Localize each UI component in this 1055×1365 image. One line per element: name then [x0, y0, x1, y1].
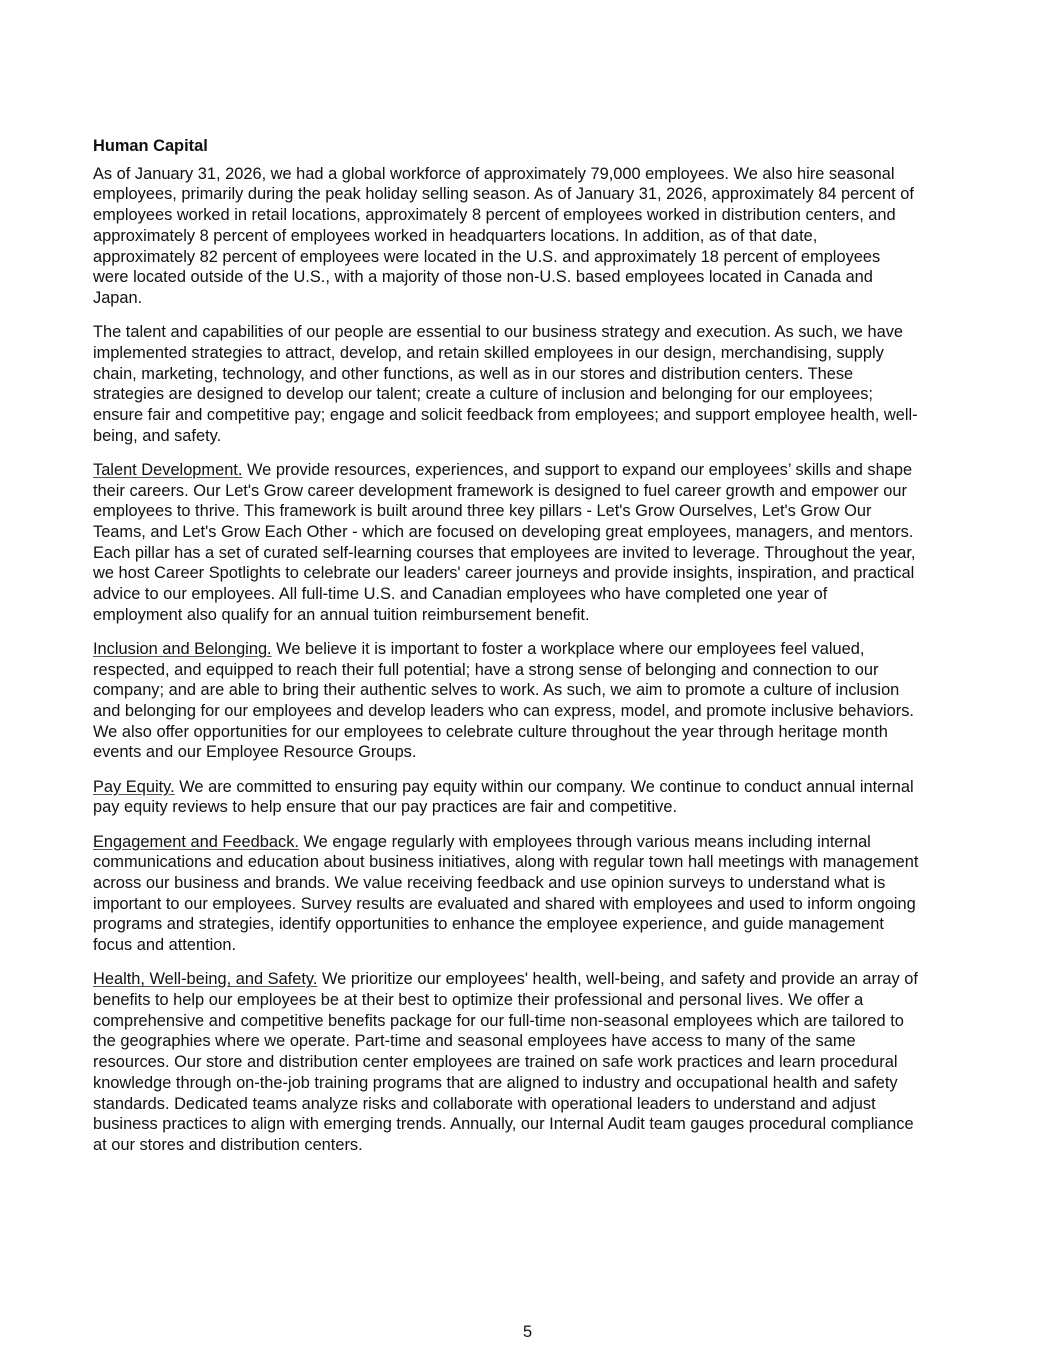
text-line: employees to thrive. This framework is built around three key pillars - Let's Grow Ourselves, Let's Grow Our: [93, 502, 872, 521]
text-line: [93, 460, 973, 481]
text-line: and belonging for our employees and develop leaders who can express, model, and promote inclusive behaviors.: [93, 702, 914, 721]
text-line: we host Career Spotlights to celebrate our leaders' career journeys and provide insights, inspiration, and practical: [93, 564, 915, 583]
text-line: [93, 639, 973, 660]
text-line: programs and strategies, identify opportunities to enhance the employee experience, and guide management: [93, 915, 884, 934]
subheading-engagement-feedback: Engagement and Feedback.: [93, 832, 299, 851]
text-line: Japan.: [93, 288, 143, 307]
document-page: [93, 136, 973, 1169]
text-line: resources. Our store and distribution center employees are trained on safe work practices and learn procedural: [93, 1053, 898, 1072]
text-line: ensure fair and competitive pay; engage and solicit feedback from employees; and support employee health, well-: [93, 405, 918, 424]
text-line: knowledge through on-the-job training programs that are aligned to industry and occupational health and safety: [93, 1073, 898, 1092]
text-line: Teams, and Let's Grow Each Other - which are focused on developing great employees, managers, and mentors.: [93, 522, 914, 541]
text-line: important to our employees. Survey results are evaluated and shared with employees and used to inform ongoing: [93, 894, 916, 913]
text-line: comprehensive and competitive benefits package for our full-time non-seasonal employees which are tailored to: [93, 1011, 904, 1030]
text-line: benefits to help our employees be at their best to optimize their professional and personal lives. We offer a: [93, 991, 864, 1010]
text-line: employees worked in retail locations, approximately 8 percent of employees worked in distribution centers, and: [93, 206, 896, 225]
text-line: pay equity reviews to help ensure that our pay practices are fair and competitive.: [93, 798, 677, 817]
text-line: employees, primarily during the peak holiday selling season. As of January 31, 2026, approximately 84 percent of: [93, 185, 914, 204]
text-fragment: We prioritize our employees' health, well-being, and safety and provide an array of: [317, 970, 918, 989]
text-line: chain, marketing, technology, and other functions, as well as in our stores and distribution centers. These: [93, 364, 854, 383]
subheading-pay-equity: Pay Equity.: [93, 777, 175, 796]
text-line: respected, and equipped to reach their full potential; have a strong sense of belonging and connection to our: [93, 660, 879, 679]
text-line: business practices to align with emerging trends. Annually, our Internal Audit team gauges procedural compliance: [93, 1115, 914, 1134]
text-line: implemented strategies to attract, develop, and retain skilled employees in our design, merchandising, supply: [93, 343, 884, 362]
paragraph-talent-strategy: [93, 322, 973, 446]
subheading-talent-development: Talent Development.: [93, 460, 243, 479]
paragraph-talent-development: [93, 460, 973, 626]
paragraph-workforce-overview: [93, 164, 973, 309]
text-fragment: We believe it is important to foster a workplace where our employees feel valued,: [271, 639, 865, 658]
text-line: [93, 832, 973, 853]
text-line: standards. Dedicated teams analyze risks and collaborate with operational leaders to understand and adjust: [93, 1094, 876, 1113]
paragraph-pay-equity: [93, 777, 973, 818]
text-line: [93, 969, 973, 990]
text-line: strategies are designed to develop our talent; create a culture of inclusion and belonging for our employees;: [93, 385, 873, 404]
text-line: at our stores and distribution centers.: [93, 1135, 363, 1154]
text-line: were located outside of the U.S., with a majority of those non-U.S. based employees located in Canada and: [93, 268, 873, 287]
text-line: approximately 82 percent of employees were located in the U.S. and approximately 18 percent of employees: [93, 247, 881, 266]
text-line: approximately 8 percent of employees worked in headquarters locations. In addition, as of that date,: [93, 226, 818, 245]
text-line: their careers. Our Let's Grow career development framework is designed to fuel career growth and empower our: [93, 481, 907, 500]
text-line: focus and attention.: [93, 936, 237, 955]
text-fragment: We provide resources, experiences, and support to expand our employees’ skills and shape: [242, 460, 913, 479]
section-title: Human Capital: [93, 137, 208, 155]
text-line: The talent and capabilities of our people are essential to our business strategy and execution. As such, we have: [93, 323, 904, 342]
text-line: [93, 777, 973, 798]
text-line: the geographies where we operate. Part-time and seasonal employees have access to many of the same: [93, 1032, 856, 1051]
text-line: Each pillar has a set of curated self-learning courses that employees are invited to leverage. Throughout the year,: [93, 543, 916, 562]
subheading-inclusion-belonging: Inclusion and Belonging.: [93, 639, 272, 658]
text-line: across our business and brands. We value receiving feedback and use opinion surveys to understand what is: [93, 874, 886, 892]
text-line: communications and education about business initiatives, along with regular town hall meetings with management: [93, 853, 919, 872]
text-line: events and our Employee Resource Groups.: [93, 743, 417, 762]
text-line: company; and are able to bring their authentic selves to work. As such, we aim to promote a culture of inclusion: [93, 681, 900, 700]
paragraph-inclusion-belonging: [93, 639, 973, 763]
text-line: We also offer opportunities for our employees to celebrate culture throughout the year through heritage month: [93, 722, 888, 741]
subheading-health-safety: Health, Well-being, and Safety.: [93, 970, 318, 989]
text-fragment: We engage regularly with employees through various means including internal: [298, 832, 871, 851]
text-fragment: We are committed to ensuring pay equity within our company. We continue to conduct annual internal: [174, 777, 914, 796]
text-line: As of January 31, 2026, we had a global workforce of approximately 79,000 employees. We also hire seasonal: [93, 164, 895, 183]
text-line: employment also qualify for an annual tuition reimbursement benefit.: [93, 605, 590, 624]
text-line: advice to our employees. All full-time U.S. and Canadian employees who have completed one year of: [93, 585, 828, 604]
paragraph-health-safety: [93, 969, 973, 1155]
paragraph-engagement-feedback: [93, 832, 973, 956]
page-number: 5: [522, 1323, 533, 1341]
text-line: being, and safety.: [93, 426, 222, 445]
